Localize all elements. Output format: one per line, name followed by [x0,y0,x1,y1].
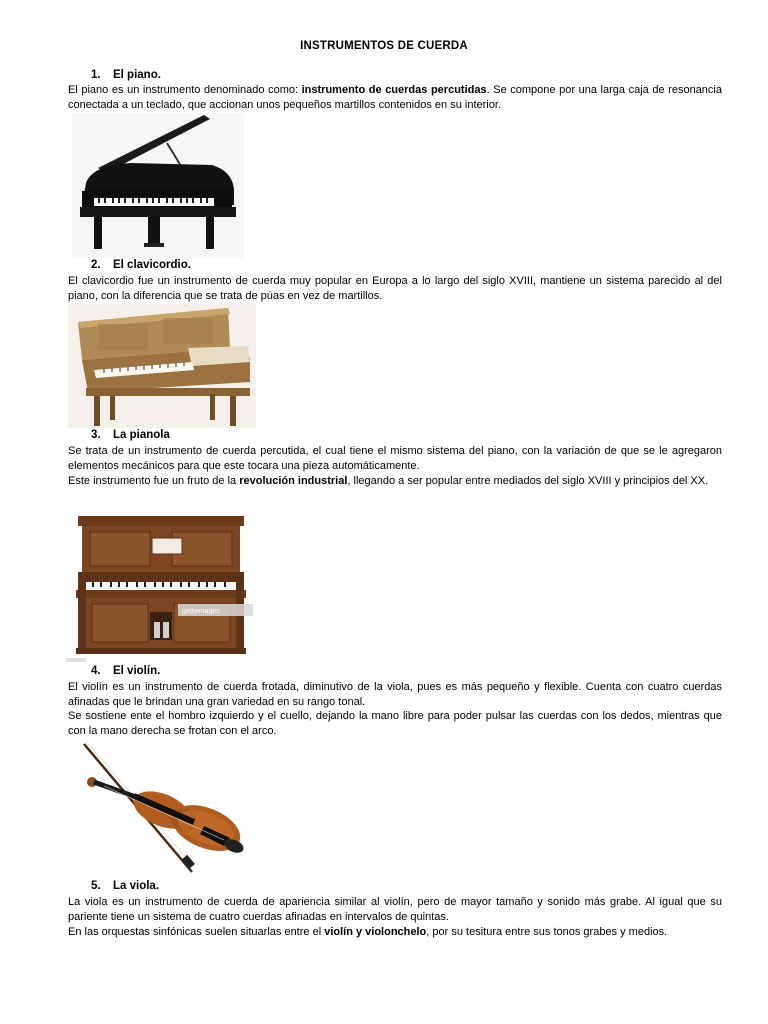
paragraph-violin-1 [68,680,722,710]
pianola-image [66,512,256,664]
bold-text-run: instrumento de cuerdas percutidas [301,84,487,96]
document-title: INSTRUMENTOS DE CUERDA [300,40,468,52]
text-run: Se trata de un instrumento de cuerda percutida, el cual tiene el mismo sistema del piano, con la variación de que se le agregaron elementos mecánicos para que este tocara una pieza automáticamente. [68,445,722,472]
violin-image [74,742,254,878]
paragraph-pianola-1 [68,444,722,474]
text-run: La viola es un instrumento de cuerda de apariencia similar al violín, pero de mayor tamaño y sonido más grabe. Al igual que su pariente tiene un sistema de cuatro cuerdas afinadas en intervalos de quintas. [68,896,722,923]
section-title: La viola. [113,880,160,892]
paragraph-piano [68,83,722,113]
text-run: El piano es un instrumento denominado como: [68,84,302,96]
text-run: Este instrumento fue un fruto de la [68,475,240,487]
section-heading-pianola [91,429,170,441]
section-heading-viola [91,880,159,892]
text-run: , por su tesitura entre sus tonos grabes y medios. [426,926,668,938]
clavichord-image [68,304,256,428]
section-number: 5. [91,880,101,892]
bold-text-run: revolución industrial [239,475,348,487]
text-run: Se sostiene ente el hombro izquierdo y el cuello, dejando la mano libre para poder pulsar las cuerdas con los dedos, mientras que con la mano derecha se frotan con el arco. [68,710,722,737]
section-heading-piano [91,69,161,81]
section-number: 1. [91,69,101,81]
section-heading-clavicordio [91,259,191,271]
paragraph-clavicordio [68,274,722,304]
section-title: El clavicordio. [113,259,191,271]
paragraph-viola-1 [68,895,722,925]
text-run: , llegando a ser popular entre mediados del siglo XVIII y principios del XX. [347,475,709,487]
section-number: 2. [91,259,101,271]
section-title: El violín. [113,665,161,677]
grand-piano-image [72,113,244,258]
section-title: La pianola [113,429,170,441]
paragraph-violin-2 [68,709,722,739]
section-title: El piano. [113,69,161,81]
text-run: En las orquestas sinfónicas suelen situarlas entre el [68,926,325,938]
paragraph-pianola-2 [68,474,722,489]
section-number: 3. [91,429,101,441]
watermark-text: gettyimages [182,608,220,615]
paragraph-viola-2 [68,925,722,940]
text-run: El violín es un instrumento de cuerda frotada, diminutivo de la viola, pues es más pequeño y flexible. Cuenta con cuatro cuerdas afinadas que le brindan una gran variedad en su rango tonal. [68,681,722,708]
section-heading-violin [91,665,160,677]
text-run: El clavicordio fue un instrumento de cuerda muy popular en Europa a lo largo del siglo XVIII, mantiene un sistema parecido al del piano, con la diferencia que se trata de púas en vez de martillos. [68,275,722,302]
text-run: . Se compone por una larga caja de resonancia conectada a un teclado, que accionan unos pequeños martillos contenidos en su interior. [68,84,722,111]
section-number: 4. [91,665,101,677]
bold-text-run: violín y violonchelo [324,926,427,938]
